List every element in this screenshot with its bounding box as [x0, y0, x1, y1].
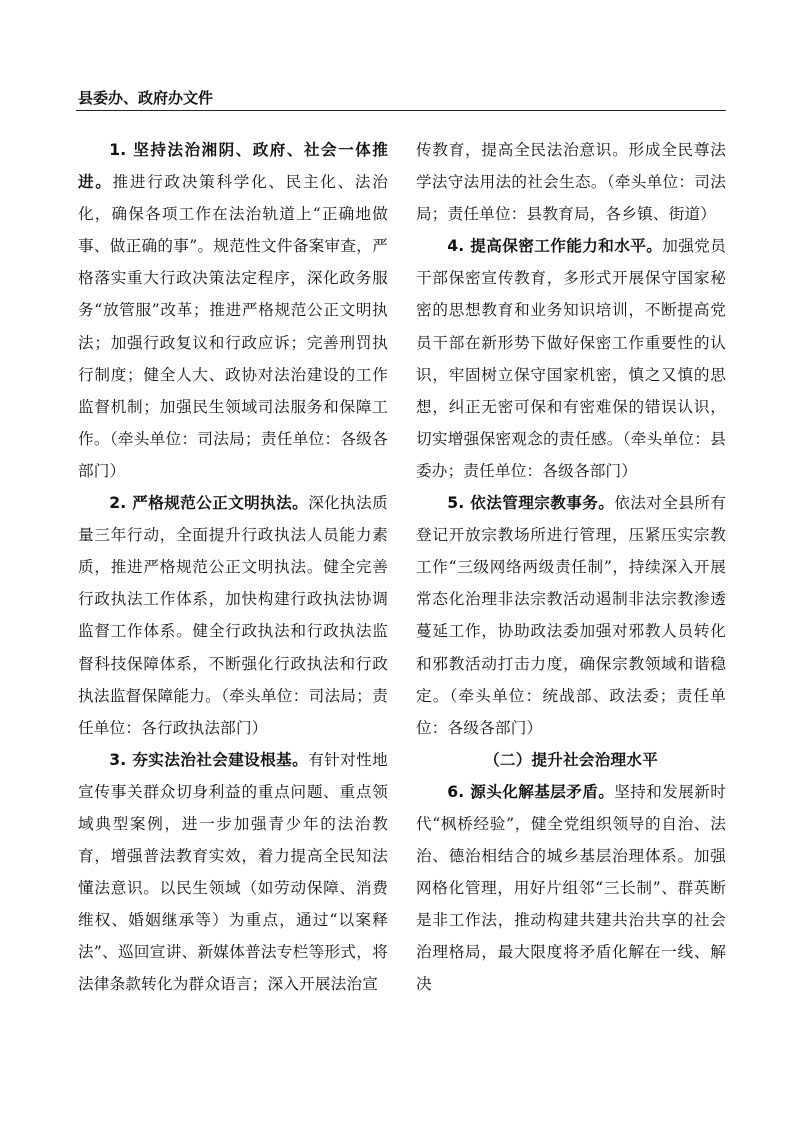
item-2-body: 深化执法质量三年行动，全面提升行政执法人员能力素质，推进严格规范公正文明执法。健全完善行政执法工作体系，加快构建行政执法协调监督工作体系。健全行政执法和行政执法监督科技保障体系，不断强化行政执法和行政执法监督保障能力。（牵头单位：司法局；责任单位：各行政执法部门）: [78, 494, 388, 737]
paragraph-item-3: [78, 744, 388, 1001]
left-column: [78, 134, 388, 1001]
right-column: [416, 134, 726, 1001]
item-6-body: 坚持和发展新时代“枫桥经验”，健全党组织领导的自治、法治、德治相结合的城乡基层治理体系。加强网格化管理，用好片组邻“三长制”、群英断是非工作法，推动构建共建共治共享的社会治理格局，最大限度将矛盾化解在一线、解决: [416, 782, 726, 994]
item-5-body: 依法对全县所有登记开放宗教场所进行管理，压紧压实宗教工作“三级网络两级责任制”，持续深入开展常态化治理非法宗教活动遏制非法宗教渗透蔓延工作，协助政法委加强对邪教人员转化和邪教活动打击力度，确保宗教领域和谐稳定。（牵头单位：统战部、政法委；责任单位：各级各部门）: [416, 494, 726, 737]
item-4-heading: 4. 提高保密工作能力和水平。: [447, 237, 663, 256]
item-1-body: 推进行政决策科学化、民主化、法治化，确保各项工作在法治轨道上“正确地做事、做正确的事”。规范性文件备案审查，严格落实重大行政决策法定程序，深化政务服务“放管服”改革；推进严格规范公正文明执法；加强行政复议和行政应诉；完善刑罚执行制度；健全人大、政协对法治建设的工作监督机制；加强民生领域司法服务和保障工作。（牵头单位：司法局；责任单位：各级各部门）: [78, 173, 389, 480]
header-divider: [76, 110, 726, 111]
item-2-heading: 2. 严格规范公正文明执法。: [109, 494, 309, 513]
item-3-heading: 3. 夯实法治社会建设根基。: [109, 750, 309, 769]
item-4-body: 加强党员干部保密宣传教育，多形式开展保守国家秘密的思想教育和业务知识培训，不断提高党员干部在新形势下做好保密工作重要性的认识，牢固树立保守国家机密，慎之又慎的思想，纠正无密可保和有密难保的错误认识，切实增强保密观念的责任感。（牵头单位：县委办；责任单位：各级各部门）: [416, 237, 726, 480]
paragraph-item-1: [78, 134, 388, 487]
item-3-body: 有针对性地宣传事关群众切身利益的重点问题、重点领域典型案例，进一步加强青少年的法治教育，增强普法教育实效，着力提高全民知法懂法意识。以民生领域（如劳动保障、消费维权、婚姻继承等）为重点，通过“以案释法”、巡回宣讲、新媒体普法专栏等形式，将法律条款转化为群众语言；深入开展法治宣: [78, 750, 388, 994]
item-6-heading: 6. 源头化解基层矛盾。: [447, 782, 615, 801]
paragraph-item-6: [416, 776, 726, 1001]
item-1-heading: 1. 坚持法治湘阴、政府、社会一体推进。: [78, 141, 388, 192]
document-header: 县委办、政府办文件: [78, 89, 214, 107]
paragraph-item-5: [416, 487, 726, 744]
section-heading: （二）提升社会治理水平: [484, 750, 658, 769]
paragraph-item-2: [78, 487, 388, 744]
paragraph-item-4: [416, 230, 726, 487]
paragraph-item-3-continued: 传教育，提高全民法治意识。形成全民尊法学法守法用法的社会生态。（牵头单位：司法局；责任单位：县教育局，各乡镇、街道）: [416, 141, 726, 224]
item-5-heading: 5. 依法管理宗教事务。: [447, 494, 615, 513]
